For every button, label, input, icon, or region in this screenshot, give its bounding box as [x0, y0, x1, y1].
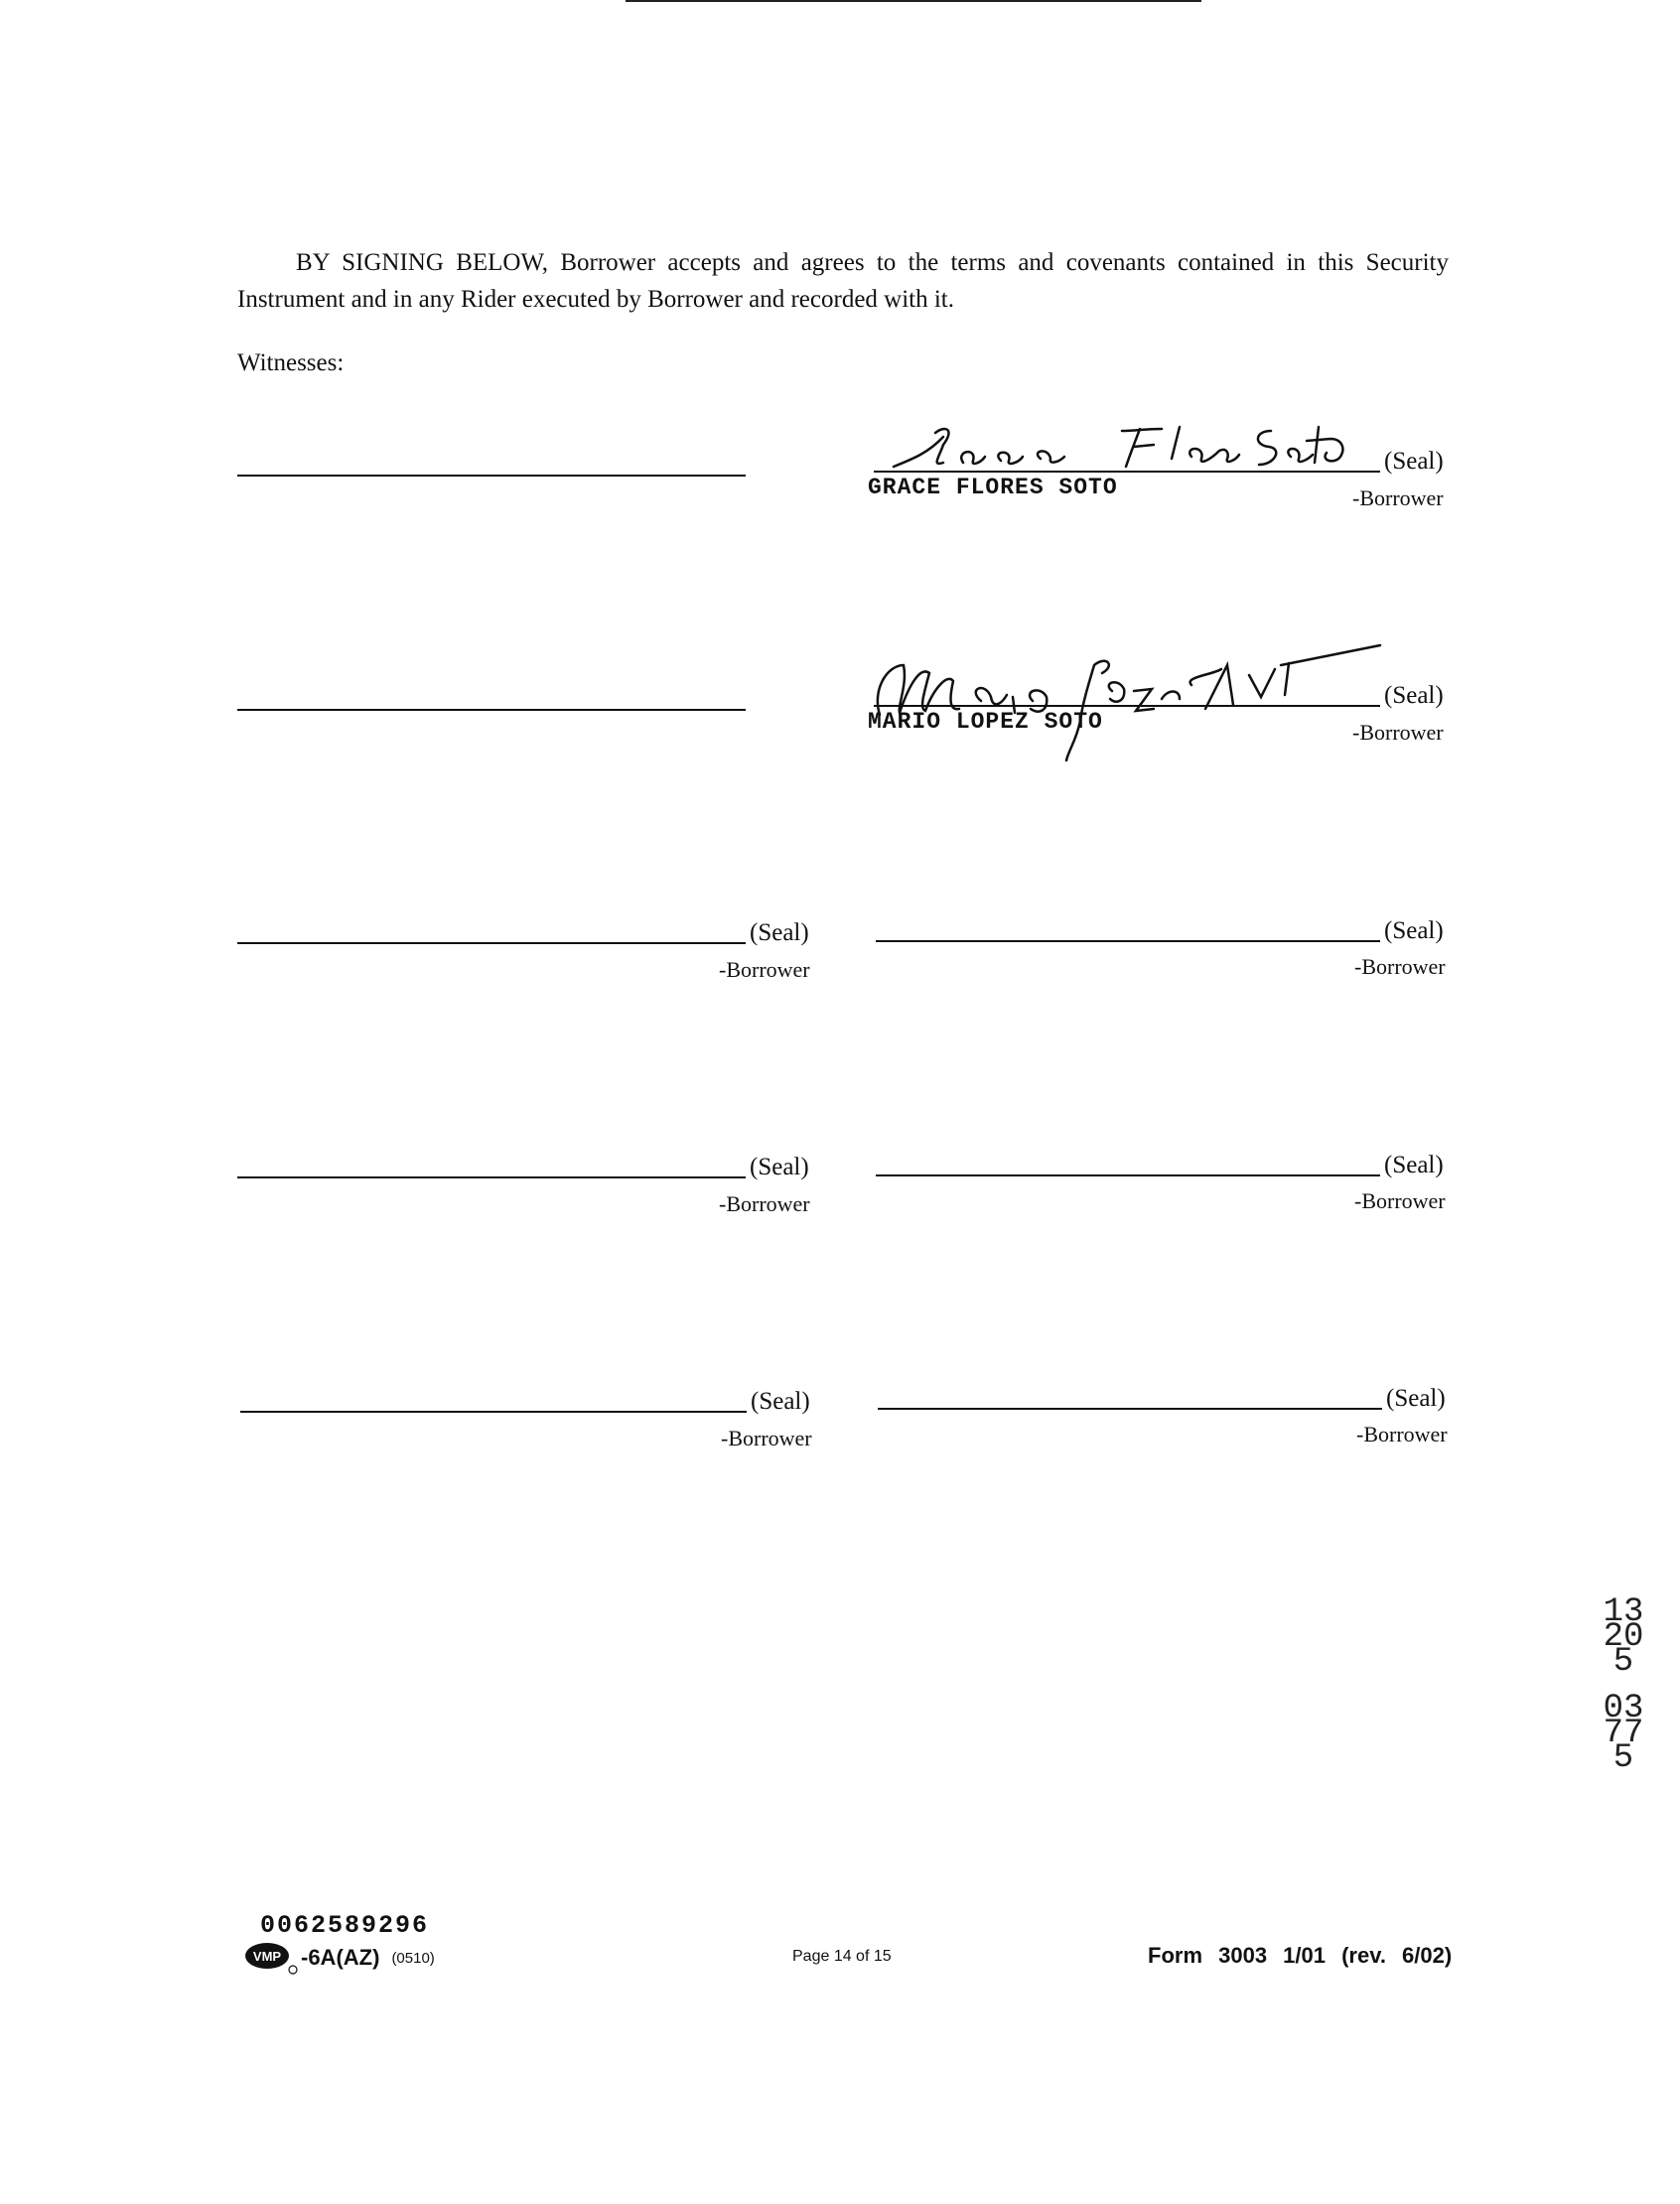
- seal-label-grace: (Seal): [1384, 448, 1444, 475]
- seal-label-8: (Seal): [1386, 1385, 1446, 1412]
- borrower-role-5: -Borrower: [719, 1191, 810, 1216]
- printed-name-mario: MARIO LOPEZ SOTO: [868, 709, 1103, 735]
- form-version: (0510): [391, 1949, 435, 1967]
- seal-label-3: (Seal): [750, 919, 809, 946]
- borrower-line-4[interactable]: [876, 940, 1380, 942]
- vmp-logo-icon: [243, 1941, 299, 1975]
- signature-line-grace[interactable]: [874, 471, 1380, 473]
- vmp-logo-text: VMP: [252, 1949, 282, 1964]
- borrower-line-3[interactable]: [237, 942, 746, 944]
- borrower-role-7: -Borrower: [721, 1426, 812, 1450]
- recording-stamp: [1601, 1593, 1646, 1777]
- seal-label-6: (Seal): [1384, 1152, 1444, 1178]
- seal-label-7: (Seal): [751, 1388, 810, 1415]
- borrower-role-6: -Borrower: [1354, 1188, 1446, 1213]
- borrower-line-6[interactable]: [876, 1174, 1380, 1176]
- recording-stamp-line-2: 03775: [1603, 1690, 1644, 1777]
- signing-statement: [237, 244, 1449, 318]
- signature-mario: [864, 625, 1380, 779]
- borrower-role-3: -Borrower: [719, 957, 810, 982]
- form-id: Form 3003 1/01 (rev. 6/02): [1148, 1943, 1453, 1968]
- loan-number: 0062589296: [260, 1911, 430, 1940]
- witness-line-2[interactable]: [237, 709, 746, 711]
- borrower-line-8[interactable]: [878, 1408, 1382, 1410]
- witnesses-label: Witnesses:: [237, 349, 345, 376]
- page-top-edge: [626, 0, 1201, 2]
- borrower-role-8: -Borrower: [1356, 1422, 1448, 1446]
- borrower-role-4: -Borrower: [1354, 954, 1446, 979]
- signing-statement-body: Borrower accepts and agrees to the terms and covenants contained in this Security Instrument and in any Rider executed by Borrower and recorded with it.: [237, 249, 1449, 313]
- handwritten-signature-2: [864, 625, 1380, 774]
- form-code: [243, 1941, 435, 1975]
- printed-name-grace: GRACE FLORES SOTO: [868, 475, 1118, 500]
- seal-label-5: (Seal): [750, 1154, 809, 1180]
- form-code-text: -6A(AZ): [301, 1945, 380, 1970]
- signing-statement-lead: BY SIGNING BELOW,: [296, 249, 549, 276]
- witness-line-1[interactable]: [237, 475, 746, 477]
- borrower-line-5[interactable]: [237, 1176, 746, 1178]
- recording-stamp-line-1: 13205: [1603, 1593, 1644, 1681]
- page-number: Page 14 of 15: [792, 1948, 892, 1965]
- seal-label-mario: (Seal): [1384, 682, 1444, 709]
- borrower-line-7[interactable]: [240, 1411, 747, 1413]
- signature-line-mario[interactable]: [874, 705, 1380, 707]
- borrower-role-grace: -Borrower: [1352, 485, 1444, 510]
- seal-label-4: (Seal): [1384, 917, 1444, 944]
- borrower-role-mario: -Borrower: [1352, 720, 1444, 745]
